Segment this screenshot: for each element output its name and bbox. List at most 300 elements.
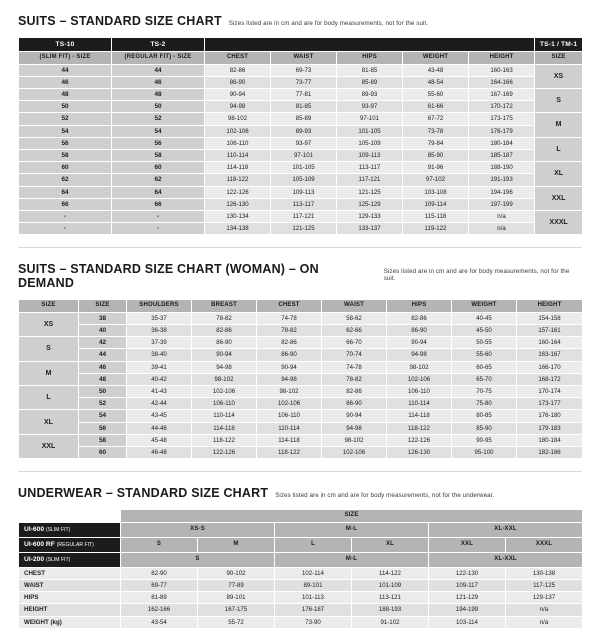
cell-shoulders: 42-44 [127, 398, 192, 410]
cell-hips: 118-122 [387, 422, 452, 434]
underwear-model-code: UI-600 [24, 525, 45, 533]
suits-table [18, 37, 583, 235]
cell-hips: 110-114 [387, 398, 452, 410]
underwear-measure-label: WAIST [19, 579, 121, 591]
cell-hips: 101-105 [337, 125, 403, 137]
underwear-measure-value: 55-72 [198, 616, 275, 628]
cell-waist: 70-74 [322, 349, 387, 361]
cell-numeric-size: 38 [79, 312, 127, 324]
cell-breast: 110-114 [192, 410, 257, 422]
table-row [19, 174, 583, 186]
cell-ts2-size: 44 [112, 64, 205, 76]
header-ts10-note: (SLIM FIT) - SIZE [19, 52, 112, 65]
cell-chest: 110-114 [205, 149, 271, 161]
cell-breast: 122-126 [192, 447, 257, 459]
cell-hips: 94-98 [387, 349, 452, 361]
cell-weight: 61-66 [403, 101, 469, 113]
cell-chest: 90-94 [257, 361, 322, 373]
table-row [19, 137, 583, 149]
wheader-col-breast: BREAST [192, 300, 257, 313]
cell-chest: 118-122 [205, 174, 271, 186]
header-col-chest: CHEST [205, 52, 271, 65]
cell-chest: 130-134 [205, 210, 271, 222]
underwear-measure-label: WEIGHT (kg) [19, 616, 121, 628]
cell-waist: 94-98 [322, 422, 387, 434]
cell-chest: 98-102 [205, 113, 271, 125]
cell-height: 176-179 [469, 125, 535, 137]
underwear-measure-value: 103-114 [429, 616, 506, 628]
cell-chest: 86-90 [257, 349, 322, 361]
cell-breast: 94-98 [192, 361, 257, 373]
underwear-measure-value: 73-90 [275, 616, 352, 628]
table-row [19, 592, 583, 604]
cell-ts2-size: 62 [112, 174, 205, 186]
cell-ts10-size: 46 [19, 76, 112, 88]
table-row [19, 422, 583, 434]
cell-ts10-size: 64 [19, 186, 112, 198]
underwear-section [0, 472, 600, 629]
cell-ts10-size: 56 [19, 137, 112, 149]
suits-table-body [19, 64, 583, 235]
cell-chest: 86-90 [205, 76, 271, 88]
underwear-size-group: L [275, 537, 352, 552]
table-row [19, 113, 583, 125]
cell-height: 191-193 [469, 174, 535, 186]
cell-letter-size: XL [19, 410, 79, 434]
cell-hips: 89-93 [337, 88, 403, 100]
cell-height: 182-186 [517, 447, 583, 459]
cell-ts2-size: 56 [112, 137, 205, 149]
underwear-measure-value: 82-90 [121, 567, 198, 579]
underwear-section-header [18, 472, 582, 509]
header-col-waist: WAIST [271, 52, 337, 65]
cell-shoulders: 41-43 [127, 386, 192, 398]
cell-breast: 86-90 [192, 337, 257, 349]
underwear-measure-value: 101-109 [352, 579, 429, 591]
cell-chest: 134-138 [205, 223, 271, 235]
cell-height: 173-175 [469, 113, 535, 125]
cell-hips: 102-106 [387, 373, 452, 385]
cell-hips: 113-117 [337, 162, 403, 174]
cell-height: 188-190 [469, 162, 535, 174]
cell-weight: 55-60 [403, 88, 469, 100]
cell-letter-size: M [535, 113, 583, 137]
cell-numeric-size: 52 [79, 398, 127, 410]
cell-height: 185-187 [469, 149, 535, 161]
cell-shoulders: 38-40 [127, 349, 192, 361]
cell-numeric-size: 56 [79, 422, 127, 434]
blank-cell [19, 510, 121, 523]
cell-numeric-size: 50 [79, 386, 127, 398]
underwear-measure-value: 188-193 [352, 604, 429, 616]
cell-chest: 114-118 [205, 162, 271, 174]
cell-ts10-size: 60 [19, 162, 112, 174]
cell-weight: 67-72 [403, 113, 469, 125]
underwear-model-label [19, 537, 121, 552]
underwear-model-note: (REGULAR FIT) [56, 541, 94, 548]
cell-letter-size: M [19, 361, 79, 385]
cell-waist: 105-109 [271, 174, 337, 186]
cell-weight: 43-48 [403, 64, 469, 76]
underwear-measure-value: 194-199 [429, 604, 506, 616]
underwear-size-group: M-L [275, 522, 429, 537]
wheader-col-size: SIZE [79, 300, 127, 313]
underwear-measure-value: 122-130 [429, 567, 506, 579]
cell-hips: 105-109 [337, 137, 403, 149]
cell-hips: 122-126 [387, 434, 452, 446]
underwear-size-group: XL [352, 537, 429, 552]
underwear-model-row [19, 552, 583, 567]
cell-waist: 98-102 [322, 434, 387, 446]
table-row [19, 198, 583, 210]
cell-waist: 97-101 [271, 149, 337, 161]
table-row [19, 64, 583, 76]
cell-letter-size: S [19, 337, 79, 361]
cell-height: 176-180 [517, 410, 583, 422]
cell-shoulders: 35-37 [127, 312, 192, 324]
cell-hips: 109-113 [337, 149, 403, 161]
cell-ts10-size: 44 [19, 64, 112, 76]
cell-height: 164-166 [469, 76, 535, 88]
underwear-model-note: (SLIM FIT) [45, 526, 71, 533]
header-col-hips: HIPS [337, 52, 403, 65]
cell-height: 173-177 [517, 398, 583, 410]
cell-height: 157-161 [517, 325, 583, 337]
cell-height: 154-158 [517, 312, 583, 324]
cell-shoulders: 40-42 [127, 373, 192, 385]
underwear-size-header: SIZE [121, 510, 583, 523]
cell-ts2-size: 58 [112, 149, 205, 161]
cell-weight: 79-84 [403, 137, 469, 149]
cell-waist: 74-78 [322, 361, 387, 373]
cell-letter-size: S [535, 88, 583, 112]
cell-hips: 82-86 [387, 312, 452, 324]
cell-weight: 90-95 [452, 434, 517, 446]
underwear-measure-value: 90-102 [198, 567, 275, 579]
table-row [19, 386, 583, 398]
cell-breast: 78-82 [192, 312, 257, 324]
wheader-col-height: HEIGHT [517, 300, 583, 313]
cell-chest: 82-86 [257, 337, 322, 349]
cell-numeric-size: 42 [79, 337, 127, 349]
cell-height: n/a [469, 223, 535, 235]
suits-woman-section-header [18, 248, 582, 299]
table-row [19, 88, 583, 100]
cell-ts2-size: 48 [112, 88, 205, 100]
cell-ts10-size: - [19, 210, 112, 222]
cell-waist: 113-117 [271, 198, 337, 210]
cell-waist: 66-70 [322, 337, 387, 349]
table-row [19, 337, 583, 349]
suits-section-header [18, 0, 582, 37]
cell-hips: 98-102 [387, 361, 452, 373]
table-row [19, 579, 583, 591]
suits-header-row-labels [19, 52, 583, 65]
cell-ts10-size: 50 [19, 101, 112, 113]
cell-weight: 60-65 [452, 361, 517, 373]
suits-subtitle: Sizes listed are in cm and are for body measurements, not for the suit. [228, 20, 429, 27]
header-ts2-note: (REGULAR FIT) - SIZE [112, 52, 205, 65]
table-row [19, 125, 583, 137]
cell-chest: 106-110 [257, 410, 322, 422]
cell-height: 194-196 [469, 186, 535, 198]
underwear-table [18, 509, 583, 629]
cell-numeric-size: 46 [79, 361, 127, 373]
cell-weight: 95-100 [452, 447, 517, 459]
cell-height: 166-170 [517, 361, 583, 373]
cell-weight: 80-85 [452, 410, 517, 422]
cell-letter-size: XXL [535, 186, 583, 210]
cell-ts10-size: - [19, 223, 112, 235]
cell-ts10-size: 58 [19, 149, 112, 161]
cell-waist: 81-85 [271, 101, 337, 113]
cell-height: 197-199 [469, 198, 535, 210]
cell-weight: 65-70 [452, 373, 517, 385]
cell-waist: 93-97 [271, 137, 337, 149]
cell-chest: 110-114 [257, 422, 322, 434]
table-row [19, 361, 583, 373]
header-ts1-note: SIZE [535, 52, 583, 65]
cell-weight: 109-114 [403, 198, 469, 210]
underwear-measure-value: 176-187 [275, 604, 352, 616]
underwear-measure-label: CHEST [19, 567, 121, 579]
cell-letter-size: XXXL [535, 210, 583, 234]
cell-chest: 126-130 [205, 198, 271, 210]
suits-header-row-codes [19, 38, 583, 52]
cell-waist: 109-113 [271, 186, 337, 198]
cell-height: 167-169 [469, 88, 535, 100]
suits-woman-table-body [19, 312, 583, 458]
underwear-table-body [19, 510, 583, 629]
cell-shoulders: 45-48 [127, 434, 192, 446]
cell-hips: 129-133 [337, 210, 403, 222]
underwear-measure-value: 117-125 [506, 579, 583, 591]
cell-waist: 89-93 [271, 125, 337, 137]
table-row [19, 447, 583, 459]
underwear-measure-value: 102-114 [275, 567, 352, 579]
cell-weight: 55-60 [452, 349, 517, 361]
cell-hips: 86-90 [387, 325, 452, 337]
cell-chest: 82-86 [205, 64, 271, 76]
cell-ts10-size: 52 [19, 113, 112, 125]
cell-waist: 86-90 [322, 398, 387, 410]
cell-numeric-size: 44 [79, 349, 127, 361]
underwear-model-note: (SLIM FIT) [45, 556, 71, 563]
cell-chest: 106-110 [205, 137, 271, 149]
table-row [19, 186, 583, 198]
wheader-col-shoulders: SHOULDERS [127, 300, 192, 313]
wheader-col-waist: WAIST [322, 300, 387, 313]
header-ts2-code: TS-2 [112, 38, 205, 52]
table-row [19, 149, 583, 161]
cell-height: 160-164 [517, 337, 583, 349]
underwear-measure-label: HEIGHT [19, 604, 121, 616]
cell-weight: 119-122 [403, 223, 469, 235]
underwear-measure-value: 121-129 [429, 592, 506, 604]
cell-weight: 75-80 [452, 398, 517, 410]
cell-numeric-size: 60 [79, 447, 127, 459]
cell-weight: 48-54 [403, 76, 469, 88]
cell-waist: 77-81 [271, 88, 337, 100]
cell-breast: 114-118 [192, 422, 257, 434]
suits-section [0, 0, 600, 235]
underwear-measure-value: 77-89 [198, 579, 275, 591]
header-spacer [205, 38, 535, 52]
wheader-col-weight: WEIGHT [452, 300, 517, 313]
cell-ts2-size: 60 [112, 162, 205, 174]
table-row [19, 325, 583, 337]
cell-breast: 90-94 [192, 349, 257, 361]
cell-height: n/a [469, 210, 535, 222]
cell-hips: 90-94 [387, 337, 452, 349]
cell-numeric-size: 54 [79, 410, 127, 422]
cell-hips: 126-130 [387, 447, 452, 459]
cell-ts2-size: 54 [112, 125, 205, 137]
cell-height: 170-174 [517, 386, 583, 398]
cell-chest: 78-82 [257, 325, 322, 337]
underwear-model-row [19, 522, 583, 537]
underwear-size-group: XXXL [506, 537, 583, 552]
underwear-size-group: XS-S [121, 522, 275, 537]
underwear-size-group: M [198, 537, 275, 552]
cell-weight: 103-108 [403, 186, 469, 198]
cell-chest: 74-78 [257, 312, 322, 324]
cell-waist: 69-73 [271, 64, 337, 76]
cell-waist: 101-105 [271, 162, 337, 174]
underwear-measure-value: 89-101 [275, 579, 352, 591]
underwear-measure-value: 167-175 [198, 604, 275, 616]
cell-ts10-size: 62 [19, 174, 112, 186]
cell-ts2-size: 64 [112, 186, 205, 198]
cell-weight: 50-55 [452, 337, 517, 349]
cell-height: 179-183 [517, 422, 583, 434]
cell-hips: 121-125 [337, 186, 403, 198]
underwear-measure-value: 109-117 [429, 579, 506, 591]
cell-waist: 102-106 [322, 447, 387, 459]
table-row [19, 349, 583, 361]
underwear-size-group: XL-XXL [429, 552, 583, 567]
cell-chest: 122-126 [205, 186, 271, 198]
underwear-title: UNDERWEAR – STANDARD SIZE CHART [18, 486, 269, 501]
table-row [19, 101, 583, 113]
cell-ts2-size: 50 [112, 101, 205, 113]
table-row [19, 604, 583, 616]
underwear-size-group: S [121, 537, 198, 552]
wheader-col-size-group: SIZE [19, 300, 79, 313]
header-ts10-code: TS-10 [19, 38, 112, 52]
underwear-measure-value: n/a [506, 604, 583, 616]
cell-ts2-size: 66 [112, 198, 205, 210]
cell-waist: 117-121 [271, 210, 337, 222]
cell-waist: 121-125 [271, 223, 337, 235]
underwear-measure-value: 91-102 [352, 616, 429, 628]
table-row [19, 434, 583, 446]
cell-height: 170-172 [469, 101, 535, 113]
suits-woman-subtitle: Sizes listed are in cm and are for body measurements, not for the suit. [383, 268, 570, 283]
cell-numeric-size: 40 [79, 325, 127, 337]
cell-waist: 85-89 [271, 113, 337, 125]
cell-height: 160-163 [469, 64, 535, 76]
wheader-col-chest: CHEST [257, 300, 322, 313]
cell-hips: 133-137 [337, 223, 403, 235]
suits-woman-table [18, 299, 583, 459]
table-row [19, 162, 583, 174]
cell-weight: 45-50 [452, 325, 517, 337]
cell-hips: 106-110 [387, 386, 452, 398]
cell-shoulders: 39-41 [127, 361, 192, 373]
suits-woman-header-row [19, 300, 583, 313]
cell-hips: 117-121 [337, 174, 403, 186]
cell-weight: 40-45 [452, 312, 517, 324]
underwear-measure-value: 113-121 [352, 592, 429, 604]
suits-title: SUITS – STANDARD SIZE CHART [18, 14, 222, 28]
cell-height: 163-167 [517, 349, 583, 361]
table-row [19, 410, 583, 422]
cell-letter-size: XS [19, 312, 79, 336]
cell-breast: 118-122 [192, 434, 257, 446]
cell-chest: 98-102 [257, 386, 322, 398]
cell-shoulders: 43-45 [127, 410, 192, 422]
table-row [19, 210, 583, 222]
underwear-size-group: M-L [275, 552, 429, 567]
underwear-measure-value: n/a [506, 616, 583, 628]
cell-letter-size: L [19, 386, 79, 410]
cell-numeric-size: 58 [79, 434, 127, 446]
cell-letter-size: XS [535, 64, 583, 88]
underwear-size-group: XL-XXL [429, 522, 583, 537]
cell-hips: 97-101 [337, 113, 403, 125]
cell-breast: 98-102 [192, 373, 257, 385]
table-row [19, 567, 583, 579]
cell-breast: 106-110 [192, 398, 257, 410]
cell-shoulders: 37-39 [127, 337, 192, 349]
header-ts1-code: TS-1 / TM-1 [535, 38, 583, 52]
underwear-model-code: UI-200 [24, 555, 45, 563]
cell-chest: 114-118 [257, 434, 322, 446]
cell-shoulders: 44-46 [127, 422, 192, 434]
cell-waist: 90-94 [322, 410, 387, 422]
table-row [19, 76, 583, 88]
cell-weight: 73-78 [403, 125, 469, 137]
cell-chest: 94-98 [257, 373, 322, 385]
underwear-measure-value: 69-77 [121, 579, 198, 591]
underwear-size-group: S [121, 552, 275, 567]
underwear-size-group: XXL [429, 537, 506, 552]
underwear-model-label [19, 552, 121, 567]
cell-hips: 125-129 [337, 198, 403, 210]
underwear-measure-value: 130-138 [506, 567, 583, 579]
header-col-height: HEIGHT [469, 52, 535, 65]
suits-woman-title: SUITS – STANDARD SIZE CHART (WOMAN) – ON DEMAND [18, 262, 319, 291]
cell-hips: 85-89 [337, 76, 403, 88]
underwear-model-row [19, 537, 583, 552]
cell-numeric-size: 48 [79, 373, 127, 385]
cell-weight: 85-90 [452, 422, 517, 434]
underwear-measure-value: 43-54 [121, 616, 198, 628]
cell-ts10-size: 54 [19, 125, 112, 137]
cell-height: 180-184 [469, 137, 535, 149]
cell-ts10-size: 66 [19, 198, 112, 210]
underwear-measure-value: 129-137 [506, 592, 583, 604]
cell-hips: 93-97 [337, 101, 403, 113]
cell-chest: 94-98 [205, 101, 271, 113]
cell-ts2-size: 46 [112, 76, 205, 88]
cell-ts2-size: - [112, 223, 205, 235]
cell-chest: 118-122 [257, 447, 322, 459]
underwear-model-code: UI-600 RF [24, 540, 55, 548]
cell-waist: 62-66 [322, 325, 387, 337]
cell-weight: 97-102 [403, 174, 469, 186]
